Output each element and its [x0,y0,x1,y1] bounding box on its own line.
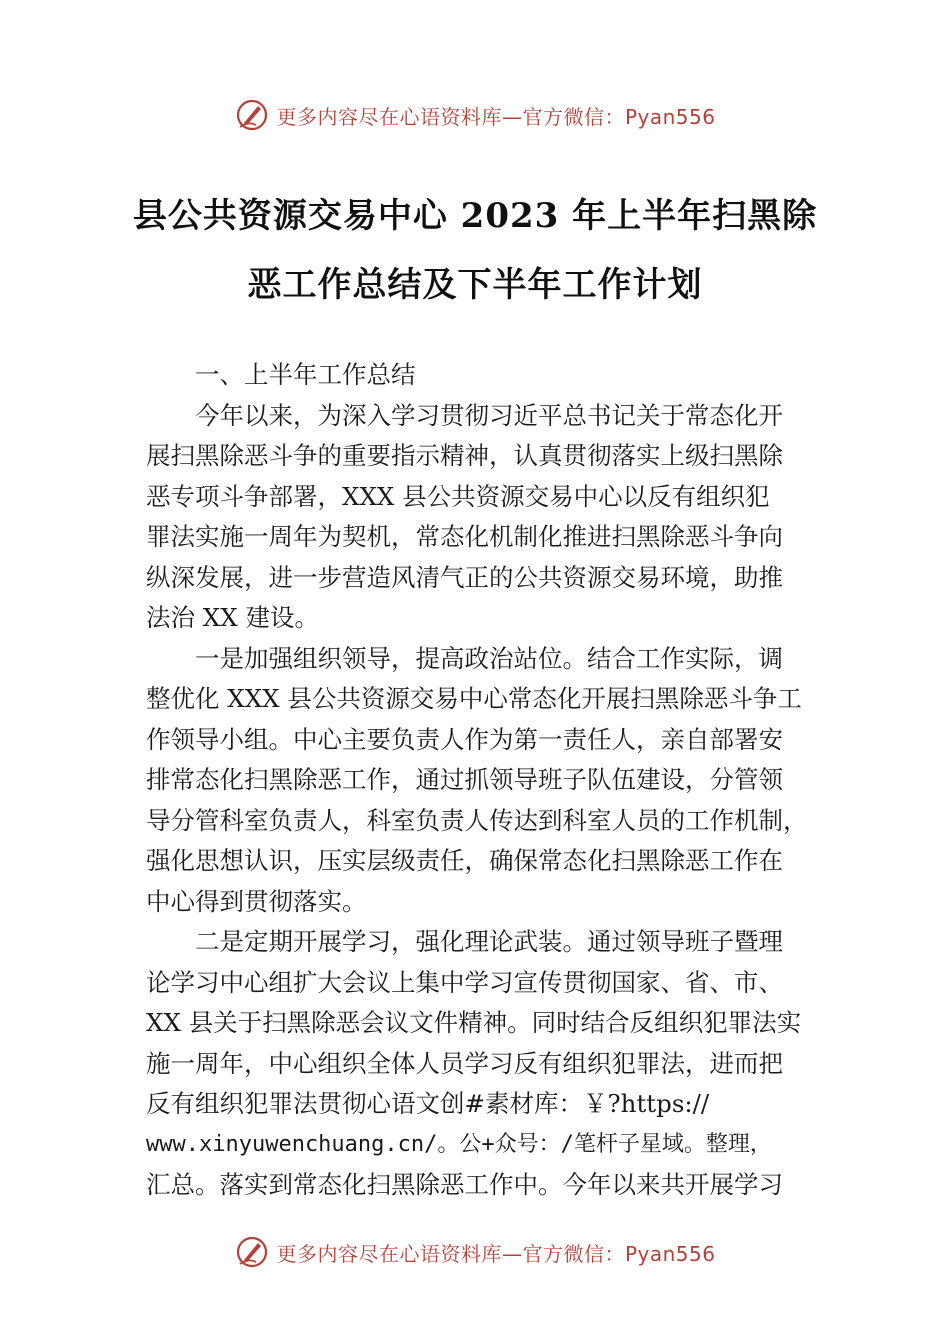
body-line: 纵深发展，进一步营造风清气正的公共资源交易环境，助推 [146,562,783,592]
body-line: 法治 XX 建设。 [146,603,319,632]
body-line: 排常态化扫黑除恶工作，通过抓领导班子队伍建设，分管领 [146,765,783,794]
body-line: XX 县关于扫黑除恶会议文件精神。同时结合反组织犯罪法实 [146,1008,802,1037]
body-line: 论学习中心组扩大会议上集中学习宣传贯彻国家、省、市、 [146,967,783,997]
body-line: 整优化 XXX 县公共资源交易中心常态化开展扫黑除恶斗争工 [146,684,802,713]
body-line: 一是加强组织领导，提高政治站位。结合工作实际，调 [195,643,783,673]
document-body [146,355,826,1206]
banner-text: 更多内容尽在心语资料库—官方微信：Pyan556 [276,1241,716,1266]
header-banner [0,95,950,135]
body-line: 施一周年，中心组织全体人员学习反有组织犯罪法，进而把 [146,1048,783,1078]
footer-banner [0,1232,950,1272]
body-line: 中心得到贯彻落实。 [146,886,367,916]
section-heading: 一、上半年工作总结 [195,360,416,389]
body-line: 展扫黑除恶斗争的重要指示精神，认真贯彻落实上级扫黑除 [146,441,783,470]
body-line: 恶专项斗争部署，XXX 县公共资源交易中心以反有组织犯 [146,481,770,511]
body-line: 今年以来，为深入学习贯彻习近平总书记关于常态化开 [195,400,783,430]
body-line: 作领导小组。中心主要负责人作为第一责任人，亲自部署安 [146,724,783,754]
banner-text: 更多内容尽在心语资料库—官方微信：Pyan556 [276,104,716,129]
body-line: 二是定期开展学习，强化理论武装。通过领导班子暨理 [195,927,783,956]
document-title-line-1: 县公共资源交易中心 2023 年上半年扫黑除 [132,196,818,236]
body-line: 汇总。落实到常态化扫黑除恶工作中。今年以来共开展学习 [146,1170,783,1199]
body-line: www.xinyuwenchuang.cn/。公+众号：/笔杆子星域。整理， [146,1131,772,1157]
pen-circle-logo-icon [234,1234,270,1270]
body-line: 罪法实施一周年为契机，常态化机制化推进扫黑除恶斗争向 [146,522,783,551]
body-line: 强化思想认识，压实层级责任，确保常态化扫黑除恶工作在 [146,846,783,875]
document-title-line-2: 恶工作总结及下半年工作计划 [247,265,703,305]
body-line: 反有组织犯罪法贯彻心语文创#素材库：￥?https:// [146,1089,710,1118]
pen-circle-logo-icon [234,97,270,133]
body-line: 导分管科室负责人，科室负责人传达到科室人员的工作机制， [146,805,808,835]
